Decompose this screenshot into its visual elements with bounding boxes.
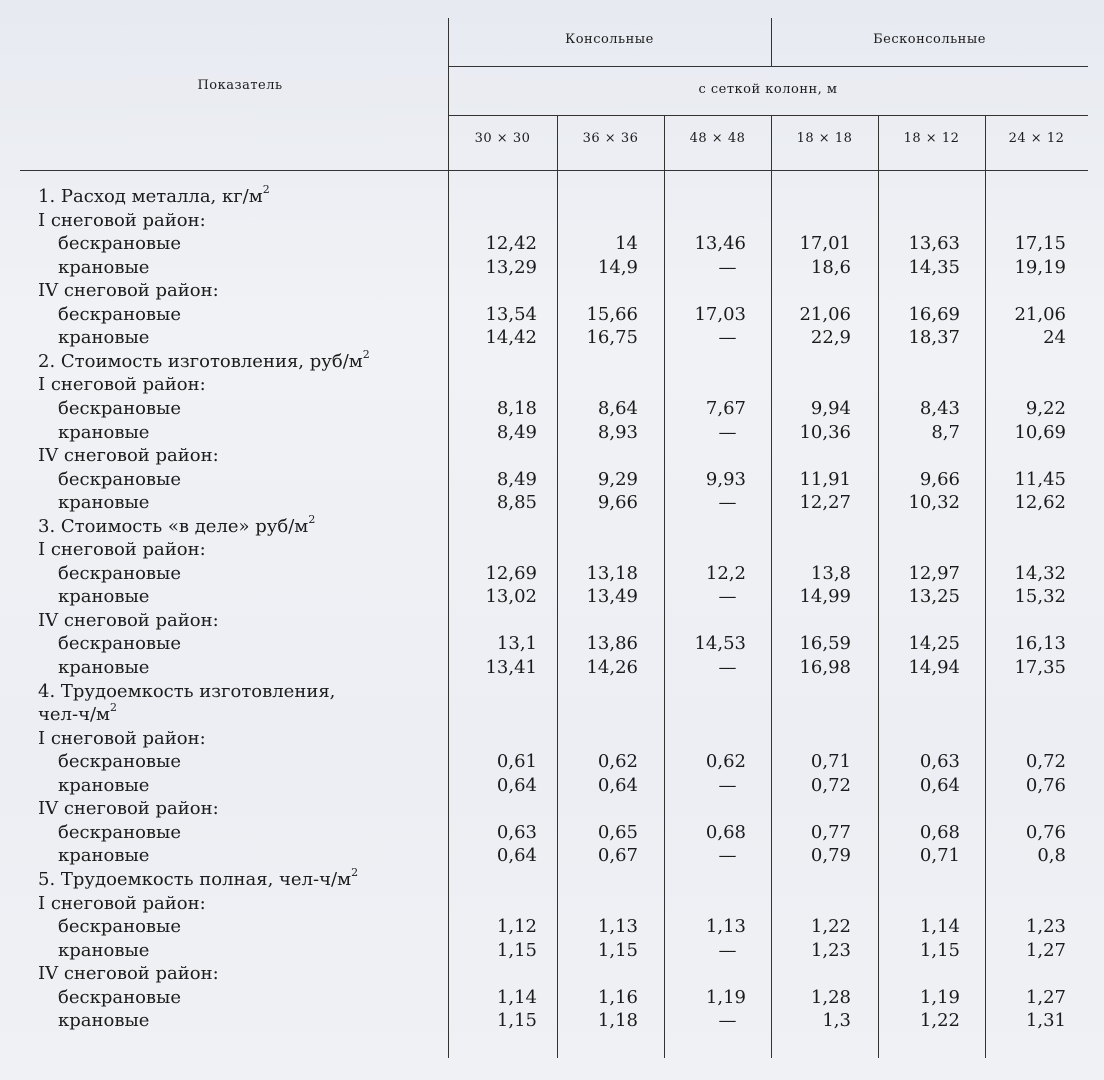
row-label: крановые — [58, 421, 150, 443]
table-cell: 13,02 — [485, 586, 537, 608]
table-cell: 0,67 — [597, 845, 638, 867]
grid-caption: с сеткой колонн, м — [698, 82, 838, 97]
table-cell: 1,13 — [705, 916, 746, 938]
column-header: 18 × 12 — [903, 131, 960, 146]
row-label: бескрановые — [58, 751, 182, 773]
table-cell: 1,13 — [597, 916, 638, 938]
header-line-bottom — [20, 170, 1088, 171]
section-title: 2. Стоимость изготовления, руб/$м^2$ — [38, 347, 370, 372]
section-title: чел-$ч/м^2$ — [38, 701, 118, 726]
row-label: крановые — [58, 657, 150, 678]
table-cell: 14,9 — [597, 256, 638, 278]
table-cell: — — [718, 845, 737, 867]
table-cell: 14,99 — [799, 586, 851, 608]
region-label: I снеговой район: — [38, 209, 206, 231]
row-label: бескрановые — [58, 468, 182, 490]
column-divider-indicator — [448, 18, 449, 1058]
header-line-top-group — [448, 66, 1088, 67]
table-cell: 18,37 — [908, 327, 960, 349]
table-cell: 1,15 — [496, 1010, 537, 1032]
table-cell: 13,46 — [694, 233, 746, 255]
table-cell: 16,59 — [799, 633, 851, 655]
table-cell: 19,19 — [1014, 256, 1066, 278]
table-cell: 1,3 — [822, 1010, 851, 1032]
column-header: 36 × 36 — [582, 131, 639, 146]
table-cell: 11,91 — [799, 468, 851, 490]
table-cell: 1,14 — [496, 986, 537, 1008]
table-cell: 0,65 — [597, 821, 638, 843]
row-label: бескрановые — [58, 633, 182, 655]
table-cell: 0,72 — [1025, 751, 1066, 773]
table-cell: 15,66 — [586, 303, 638, 325]
row-label: бескрановые — [58, 916, 182, 938]
section-title: 1. Расход металла, $кг/м^2$ — [38, 183, 270, 207]
table-cell: 14,53 — [694, 633, 746, 655]
table-cell: 1,15 — [496, 939, 537, 961]
table-cell: 12,27 — [799, 492, 851, 514]
table-cell: 12,97 — [908, 562, 960, 584]
table-cell: 1,27 — [1025, 986, 1066, 1008]
table-cell: 12,62 — [1014, 492, 1066, 514]
table-cell: 14,25 — [908, 633, 960, 655]
table-cell: 13,29 — [485, 256, 537, 278]
table-cell: 8,85 — [496, 492, 537, 514]
table-cell: 8,7 — [931, 421, 960, 443]
table-cell: 11,45 — [1014, 468, 1066, 490]
row-label: крановые — [58, 586, 150, 608]
table-cell: 16,98 — [799, 657, 851, 678]
table-cell: 12,69 — [485, 562, 537, 584]
row-label: бескрановые — [58, 562, 182, 584]
table-cell: 14 — [615, 233, 638, 255]
table-cell: 24 — [1043, 327, 1066, 349]
row-label: крановые — [58, 256, 150, 278]
table-cell: 1,22 — [810, 916, 851, 938]
table-cell: 8,93 — [597, 421, 638, 443]
row-label: крановые — [58, 492, 150, 514]
table-cell: 0,68 — [919, 821, 960, 843]
table-cell: 13,1 — [496, 633, 537, 655]
table-cell: 0,71 — [919, 845, 960, 867]
table-cell: 16,75 — [586, 327, 638, 349]
group-header-console: Консольные — [565, 32, 654, 47]
table-cell: 13,86 — [586, 633, 638, 655]
group-header-nonconsole: Бесконсольные — [873, 32, 986, 47]
table-cell: 13,49 — [586, 586, 638, 608]
region-label: IV снеговой район: — [38, 963, 219, 985]
table-cell: 18,6 — [810, 256, 851, 278]
row-label: бескрановые — [58, 986, 182, 1008]
table-cell: 13,25 — [908, 586, 960, 608]
table-cell: 9,94 — [810, 397, 851, 419]
table-cell: 0,64 — [496, 774, 537, 796]
table-cell: 0,64 — [496, 845, 537, 867]
column-header: 24 × 12 — [1008, 131, 1065, 146]
table-cell: — — [718, 1010, 737, 1032]
table-cell: 17,35 — [1014, 657, 1066, 678]
table-cell: 22,9 — [810, 327, 851, 349]
region-label: IV снеговой район: — [38, 280, 219, 302]
table-cell: 10,36 — [799, 421, 851, 443]
table-cell: — — [718, 421, 737, 443]
table-cell: 13,63 — [908, 233, 960, 255]
table-cell: 1,12 — [496, 916, 537, 938]
table-cell: — — [718, 586, 737, 608]
table-cell: 0,63 — [496, 821, 537, 843]
row-label: бескрановые — [58, 821, 182, 843]
row-label: крановые — [58, 845, 150, 867]
table-cell: 21,06 — [1014, 303, 1066, 325]
table-cell: 0,72 — [810, 774, 851, 796]
table-cell: 1,15 — [597, 939, 638, 961]
header-line-caption — [448, 115, 1088, 116]
region-label: I снеговой район: — [38, 727, 206, 749]
table-cell: 8,49 — [496, 421, 537, 443]
table-cell: — — [718, 256, 737, 278]
table-cell: 14,94 — [908, 657, 960, 678]
column-header: 18 × 18 — [796, 131, 853, 146]
table-cell: 12,2 — [705, 562, 746, 584]
table-cell: 14,32 — [1014, 562, 1066, 584]
table-cell: 7,67 — [705, 397, 746, 419]
table-cell: — — [718, 492, 737, 514]
table-cell: 1,22 — [919, 1010, 960, 1032]
table-cell: 0,62 — [597, 751, 638, 773]
table-cell: 16,69 — [908, 303, 960, 325]
table-cell: 12,42 — [485, 233, 537, 255]
table-cell: 1,15 — [919, 939, 960, 961]
table-cell: 14,26 — [586, 657, 638, 678]
table-cell: 13,8 — [810, 562, 851, 584]
table-cell: 10,69 — [1014, 421, 1066, 443]
table-cell: 10,32 — [908, 492, 960, 514]
table-cell: 9,66 — [919, 468, 960, 490]
table-cell: 8,18 — [496, 397, 537, 419]
table-cell: 1,28 — [810, 986, 851, 1008]
table-cell: 0,62 — [705, 751, 746, 773]
table-cell: — — [718, 327, 737, 349]
section-title: 5. Трудоемкость полная, чел-$ч/м^2$ — [38, 865, 359, 890]
table-cell: 0,64 — [597, 774, 638, 796]
table-cell: 8,43 — [919, 397, 960, 419]
table-cell: 0,79 — [810, 845, 851, 867]
section-title: 3. Стоимость «в деле» руб/$м^2$ — [38, 512, 316, 537]
table-cell: 0,64 — [919, 774, 960, 796]
table-cell: 1,23 — [1025, 916, 1066, 938]
table-cell: — — [718, 657, 737, 678]
table-cell: — — [718, 774, 737, 796]
table-cell: 9,66 — [597, 492, 638, 514]
table-cell: 1,19 — [919, 986, 960, 1008]
table-cell: 0,8 — [1037, 845, 1066, 867]
table-cell: 13,41 — [485, 657, 537, 678]
table-cell: 0,61 — [496, 751, 537, 773]
region-label: IV снеговой район: — [38, 798, 219, 820]
table-cell: 1,31 — [1025, 1010, 1066, 1032]
table-cell: 9,22 — [1025, 397, 1066, 419]
table-cell: 8,49 — [496, 468, 537, 490]
region-label: I снеговой район: — [38, 892, 206, 914]
table-cell: 0,77 — [810, 821, 851, 843]
table-cell: 1,18 — [597, 1010, 638, 1032]
region-label: IV снеговой район: — [38, 445, 219, 467]
column-header: 48 × 48 — [689, 131, 746, 146]
table-cell: 9,29 — [597, 468, 638, 490]
region-label: IV снеговой район: — [38, 609, 219, 631]
table-cell: 1,23 — [810, 939, 851, 961]
table-cell: 1,19 — [705, 986, 746, 1008]
row-label: крановые — [58, 939, 150, 961]
table-cell: 8,64 — [597, 397, 638, 419]
table-cell: 0,76 — [1025, 821, 1066, 843]
table-cell: 17,03 — [694, 303, 746, 325]
column-header: 30 × 30 — [474, 131, 531, 146]
row-label: бескрановые — [58, 303, 182, 325]
indicator-header: Показатель — [197, 78, 283, 93]
row-label: бескрановые — [58, 233, 182, 255]
table-cell: — — [718, 939, 737, 961]
row-label: крановые — [58, 327, 150, 349]
table-cell: 9,93 — [705, 468, 746, 490]
row-label: крановые — [58, 1010, 150, 1032]
row-label: бескрановые — [58, 397, 182, 419]
table-cell: 17,01 — [799, 233, 851, 255]
table-cell: 15,32 — [1014, 586, 1066, 608]
table-cell: 0,76 — [1025, 774, 1066, 796]
table-cell: 16,13 — [1014, 633, 1066, 655]
table-cell: 0,71 — [810, 751, 851, 773]
table-cell: 0,63 — [919, 751, 960, 773]
table-cell: 0,68 — [705, 821, 746, 843]
section-title: 4. Трудоемкость изготовления, — [38, 680, 336, 702]
table-cell: 13,54 — [485, 303, 537, 325]
table-cell: 1,14 — [919, 916, 960, 938]
table-cell: 21,06 — [799, 303, 851, 325]
region-label: I снеговой район: — [38, 539, 206, 561]
row-label: крановые — [58, 774, 150, 796]
region-label: I снеговой район: — [38, 374, 206, 396]
table-cell: 1,27 — [1025, 939, 1066, 961]
table-cell: 1,16 — [597, 986, 638, 1008]
table-cell: 17,15 — [1014, 233, 1066, 255]
table-cell: 14,35 — [908, 256, 960, 278]
table-cell: 13,18 — [586, 562, 638, 584]
table-cell: 14,42 — [485, 327, 537, 349]
